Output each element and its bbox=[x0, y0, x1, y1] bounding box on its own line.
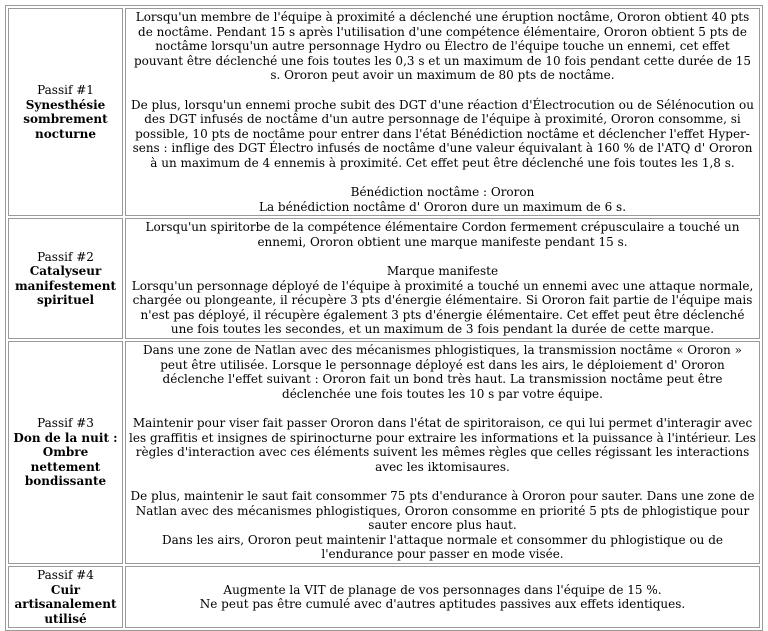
passive-number: Passif #3 bbox=[37, 416, 94, 431]
passive-description-paragraph: Augmente la VIT de planage de vos personnages dans l'équipe de 15 %. bbox=[223, 582, 662, 597]
passive-label-cell bbox=[8, 8, 123, 216]
passive-description-paragraph: Maintenir pour viser fait passer Ororon dans l'état de spiritoraison, ce qui lui permet d'interagir avec les graffitis et insignes de spirinocturne pour extraire les informations et la puissance à l'intérieur. Les règles d'interaction avec ces éléments suivent les mêmes règles que celles régissant les interactions avec les iktomisaures. bbox=[129, 416, 756, 474]
passive-description-paragraph: Dans une zone de Natlan avec des mécanismes phlogistiques, la transmission noctâme « Ororon » peut être utilisée. Lorsque le personnage déployé est dans les airs, le déploiement d' Ororon déclenche l'effet suivant : Ororon fait un bond très haut. La transmission noctâme peut être déclenchée une fois toutes les 10 s par votre équipe. bbox=[143, 343, 742, 401]
passive-description-paragraph: Lorsqu'un membre de l'équipe à proximité a déclenché une éruption noctâme, Ororon obtient 40 pts de noctâme. Pendant 15 s après l'utilisation d'une compétence élémentaire, Ororon obtient 5 pts de noctâme lorsqu'un autre personnage Hydro ou Électro de l'équipe touche un ennemi, cet effet pouvant être déclenché une fois toutes les 0,3 s et un maximum de 10 fois pendant cette durée de 15 s. Ororon peut avoir un maximum de 80 pts de noctâme. bbox=[133, 10, 752, 83]
passive-row bbox=[8, 218, 760, 339]
passive-description-paragraph: Ne peut pas être cumulé avec d'autres aptitudes passives aux effets identiques. bbox=[199, 597, 686, 612]
passive-description-cell bbox=[125, 341, 760, 564]
paragraph-gap bbox=[129, 171, 756, 186]
paragraph-gap bbox=[129, 83, 756, 98]
passive-description-cell bbox=[125, 218, 760, 339]
passive-description-paragraph: De plus, maintenir le saut fait consommer 75 pts d'endurance à Ororon pour sauter. Dans une zone de Natlan avec des mécanismes phlogistiques, Ororon consomme en priorité 5 pts de phlogistique pour sauter encore plus haut. bbox=[130, 489, 755, 533]
paragraph-gap bbox=[129, 401, 756, 416]
passive-name: Synesthésie sombrement nocturne bbox=[23, 97, 108, 141]
passive-name: Don de la nuit : Ombre nettement bondissante bbox=[13, 430, 118, 489]
paragraph-gap bbox=[129, 474, 756, 489]
passive-description-paragraph: Lorsqu'un spiritorbe de la compétence élémentaire Cordon fermement crépusculaire a touché un ennemi, Ororon obtient une marque manifeste pendant 15 s. bbox=[145, 220, 740, 249]
passives-table bbox=[5, 5, 763, 631]
passive-number: Passif #4 bbox=[37, 567, 94, 582]
passive-row bbox=[8, 341, 760, 564]
passive-name: Cuir artisanalement utilisé bbox=[14, 582, 117, 626]
passive-description-paragraph: Lorsqu'un personnage déployé de l'équipe à proximité a touché un ennemi avec une attaque normale, chargée ou plongeante, il récupère 3 pts d'énergie élémentaire. Si Ororon fait partie de l'équipe mais n'est pas déployé, il récupère également 3 pts d'énergie élémentaire. Cet effet peut être déclenché une fois toutes les secondes, et un maximum de 3 fois pendant la durée de cette marque. bbox=[131, 278, 754, 337]
passive-description-paragraph: La bénédiction noctâme d' Ororon dure un maximum de 6 s. bbox=[258, 199, 627, 214]
passives-body bbox=[8, 8, 760, 628]
passive-name: Catalyseur manifestement spirituel bbox=[14, 264, 117, 308]
passive-label-cell bbox=[8, 341, 123, 564]
passive-description-paragraph: De plus, lorsqu'un ennemi proche subit des DGT d'une réaction d'Électrocution ou de Sélénocution ou des DGT infusés de noctâme d'un autre personnage de l'équipe à proximité, Ororon consomme, si possible, 10 pts de noctâme pour entrer dans l'état Bénédiction noctâme et déclencher l'effet Hyper-sens : inflige des DGT Électro infusés de noctâme d'une valeur équivalant à 160 % de l'ATQ d' Ororon à un maximum de 4 ennemis à proximité. Cet effet peut être déclenché une fois toutes les 1,8 s. bbox=[131, 97, 754, 170]
passive-description-paragraph: Marque manifeste bbox=[386, 264, 499, 279]
passive-row bbox=[8, 8, 760, 216]
paragraph-gap bbox=[129, 250, 756, 265]
passive-description-cell bbox=[125, 8, 760, 216]
passive-label-cell bbox=[8, 218, 123, 339]
passive-number: Passif #1 bbox=[37, 82, 94, 97]
passive-number: Passif #2 bbox=[37, 249, 94, 264]
passive-description-paragraph: Dans les airs, Ororon peut maintenir l'attaque normale et consommer du phlogistique ou de l'endurance pour passer en mode visée. bbox=[161, 532, 723, 562]
passive-description-paragraph: Bénédiction noctâme : Ororon bbox=[350, 185, 535, 200]
